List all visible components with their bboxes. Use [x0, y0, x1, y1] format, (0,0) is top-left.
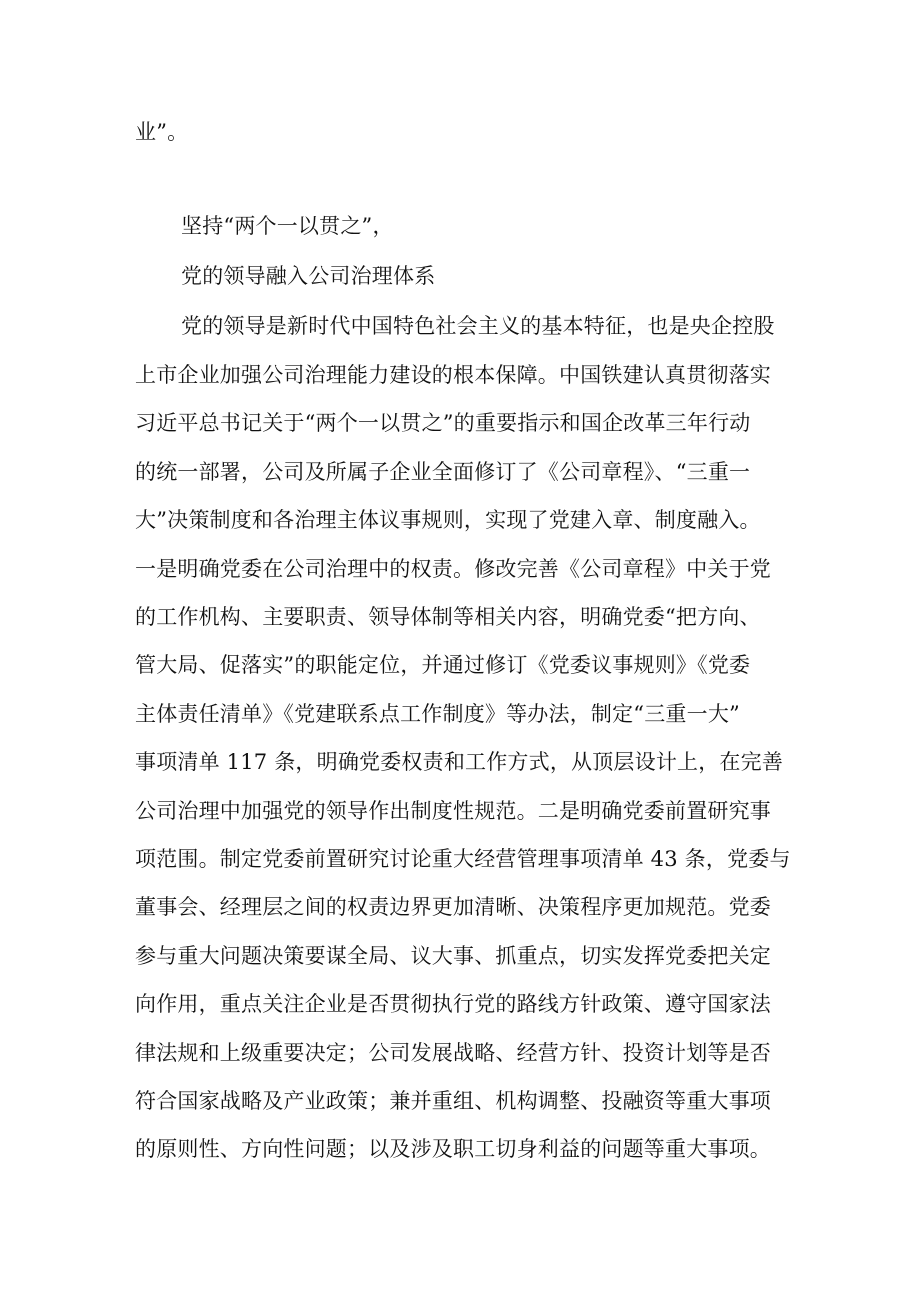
body-line: 主体责任清单》《党建联系点工作制度》等办法，制定“三重一大” [135, 702, 740, 726]
continuation-text: 业”。 [135, 120, 189, 144]
body-line: 事项清单 117 条，明确党委权责和工作方式，从顶层设计上，在完善 [135, 750, 784, 774]
section-heading-line-2: 党的领导融入公司治理体系 [181, 264, 436, 288]
body-line: 上市企业加强公司治理能力建设的根本保障。中国铁建认真贯彻落实 [135, 363, 771, 387]
body-line: 向作用，重点关注企业是否贯彻执行党的路线方针政策、遵守国家法 [135, 992, 771, 1016]
body-line: 律法规和上级重要决定；公司发展战略、经营方针、投资计划等是否 [135, 1041, 771, 1065]
body-line: 的工作机构、主要职责、领导体制等相关内容，明确党委“把方向、 [135, 605, 761, 629]
body-line: 一是明确党委在公司治理中的权责。修改完善《公司章程》中关于党 [135, 557, 771, 581]
body-line: 的统一部署，公司及所属子企业全面修订了《公司章程》、“三重一 [135, 460, 751, 484]
body-line: 符合国家战略及产业政策；兼并重组、机构调整、投融资等重大事项 [135, 1089, 771, 1113]
body-line: 大”决策制度和各治理主体议事规则，实现了党建入章、制度融入。 [135, 508, 761, 532]
body-line: 董事会、经理层之间的权责边界更加清晰、决策程序更加规范。党委 [135, 895, 771, 919]
section-heading-line-1: 坚持“两个一以贯之”， [181, 214, 394, 238]
body-line: 党的领导是新时代中国特色社会主义的基本特征，也是央企控股 [181, 314, 775, 338]
body-line: 公司治理中加强党的领导作出制度性规范。二是明确党委前置研究事 [135, 799, 771, 823]
body-line: 习近平总书记关于“两个一以贯之”的重要指示和国企改革三年行动 [135, 411, 751, 435]
body-line: 参与重大问题决策要谋全局、议大事、抓重点，切实发挥党委把关定 [135, 944, 771, 968]
body-line: 项范围。制定党委前置研究讨论重大经营管理事项清单 43 条，党委与 [135, 847, 791, 871]
body-line: 管大局、促落实”的职能定位，并通过修订《党委议事规则》《党委 [135, 653, 751, 677]
body-line: 的原则性、方向性问题；以及涉及职工切身利益的问题等重大事项。 [135, 1137, 771, 1161]
